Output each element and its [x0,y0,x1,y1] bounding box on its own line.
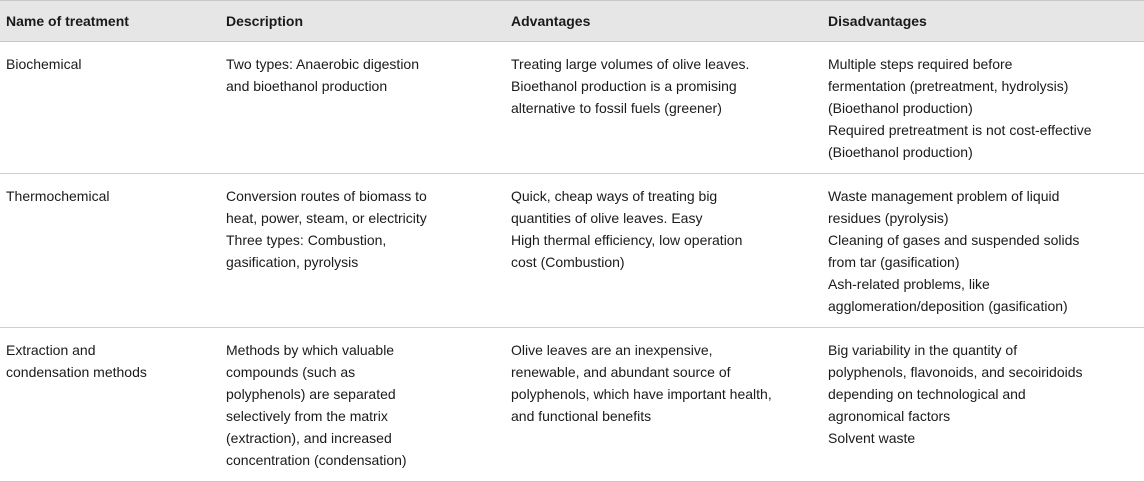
cell-text-line: Two types: Anaerobic digestion [226,56,420,72]
cell-text-line: fermentation (pretreatment, hydrolysis) [828,78,1069,94]
cell-text-line: agglomeration/deposition (gasification) [828,298,1068,314]
cell-advantages [505,328,822,482]
cell-text-line: condensation methods [6,364,147,380]
cell-name [0,42,220,174]
cell-description [220,174,505,328]
cell-text-line: Extraction and [6,342,96,358]
cell-text-line: agronomical factors [828,408,951,424]
cell-text-line: Bioethanol production is a promising [511,78,737,94]
cell-advantages [505,42,822,174]
cell-text-line: Ash-related problems, like [828,276,990,292]
cell-text-line: Waste management problem of liquid [828,188,1060,204]
cell-text-line: (extraction), and increased [226,430,392,446]
cell-text-line: Cleaning of gases and suspended solids [828,232,1080,248]
cell-text-line: (Bioethanol production) [828,144,973,160]
cell-text-line: Treating large volumes of olive leaves. [511,56,750,72]
cell-text-line: High thermal efficiency, low operation [511,232,743,248]
cell-description [220,328,505,482]
table-header [0,1,1144,42]
cell-text-line: and functional benefits [511,408,652,424]
cell-disadvantages [822,174,1144,328]
cell-text-line: selectively from the matrix [226,408,388,424]
header-advantages: Advantages [505,1,822,42]
cell-text-line: Required pretreatment is not cost-effective [828,122,1092,138]
cell-text-line: gasification, pyrolysis [226,254,359,270]
table-row [0,328,1144,482]
cell-text-line: alternative to fossil fuels (greener) [511,100,722,116]
cell-advantages [505,174,822,328]
cell-text-line: polyphenols) are separated [226,386,396,402]
cell-text-line: Three types: Combustion, [226,232,387,248]
cell-disadvantages [822,42,1144,174]
header-name-of-treatment: Name of treatment [0,1,220,42]
cell-description [220,42,505,174]
cell-text-line: renewable, and abundant source of [511,364,731,380]
cell-text-line: from tar (gasification) [828,254,960,270]
cell-text-line: Thermochemical [6,188,110,204]
cell-text-line: Olive leaves are an inexpensive, [511,342,713,358]
cell-text-line: Quick, cheap ways of treating big [511,188,718,204]
cell-text-line: (Bioethanol production) [828,100,973,116]
cell-text-line: polyphenols, which have important health, [511,386,772,402]
cell-text-line: cost (Combustion) [511,254,625,270]
cell-text-line: Biochemical [6,56,82,72]
cell-text-line: depending on technological and [828,386,1026,402]
table-row [0,42,1144,174]
cell-text-line: Multiple steps required before [828,56,1013,72]
cell-name [0,328,220,482]
header-description: Description [220,1,505,42]
cell-text-line: quantities of olive leaves. Easy [511,210,703,226]
cell-disadvantages [822,328,1144,482]
cell-text-line: and bioethanol production [226,78,388,94]
header-disadvantages: Disadvantages [822,1,1144,42]
cell-text-line: Solvent waste [828,430,916,446]
cell-text-line: Big variability in the quantity of [828,342,1018,358]
cell-text-line: compounds (such as [226,364,356,380]
cell-text-line: Methods by which valuable [226,342,395,358]
cell-text-line: Conversion routes of biomass to [226,188,427,204]
header-row [0,1,1144,42]
table-row [0,174,1144,328]
cell-name [0,174,220,328]
cell-text-line: heat, power, steam, or electricity [226,210,427,226]
cell-text-line: polyphenols, flavonoids, and secoiridoids [828,364,1083,380]
cell-text-line: concentration (condensation) [226,452,407,468]
table-body [0,42,1144,482]
cell-text-line: residues (pyrolysis) [828,210,949,226]
